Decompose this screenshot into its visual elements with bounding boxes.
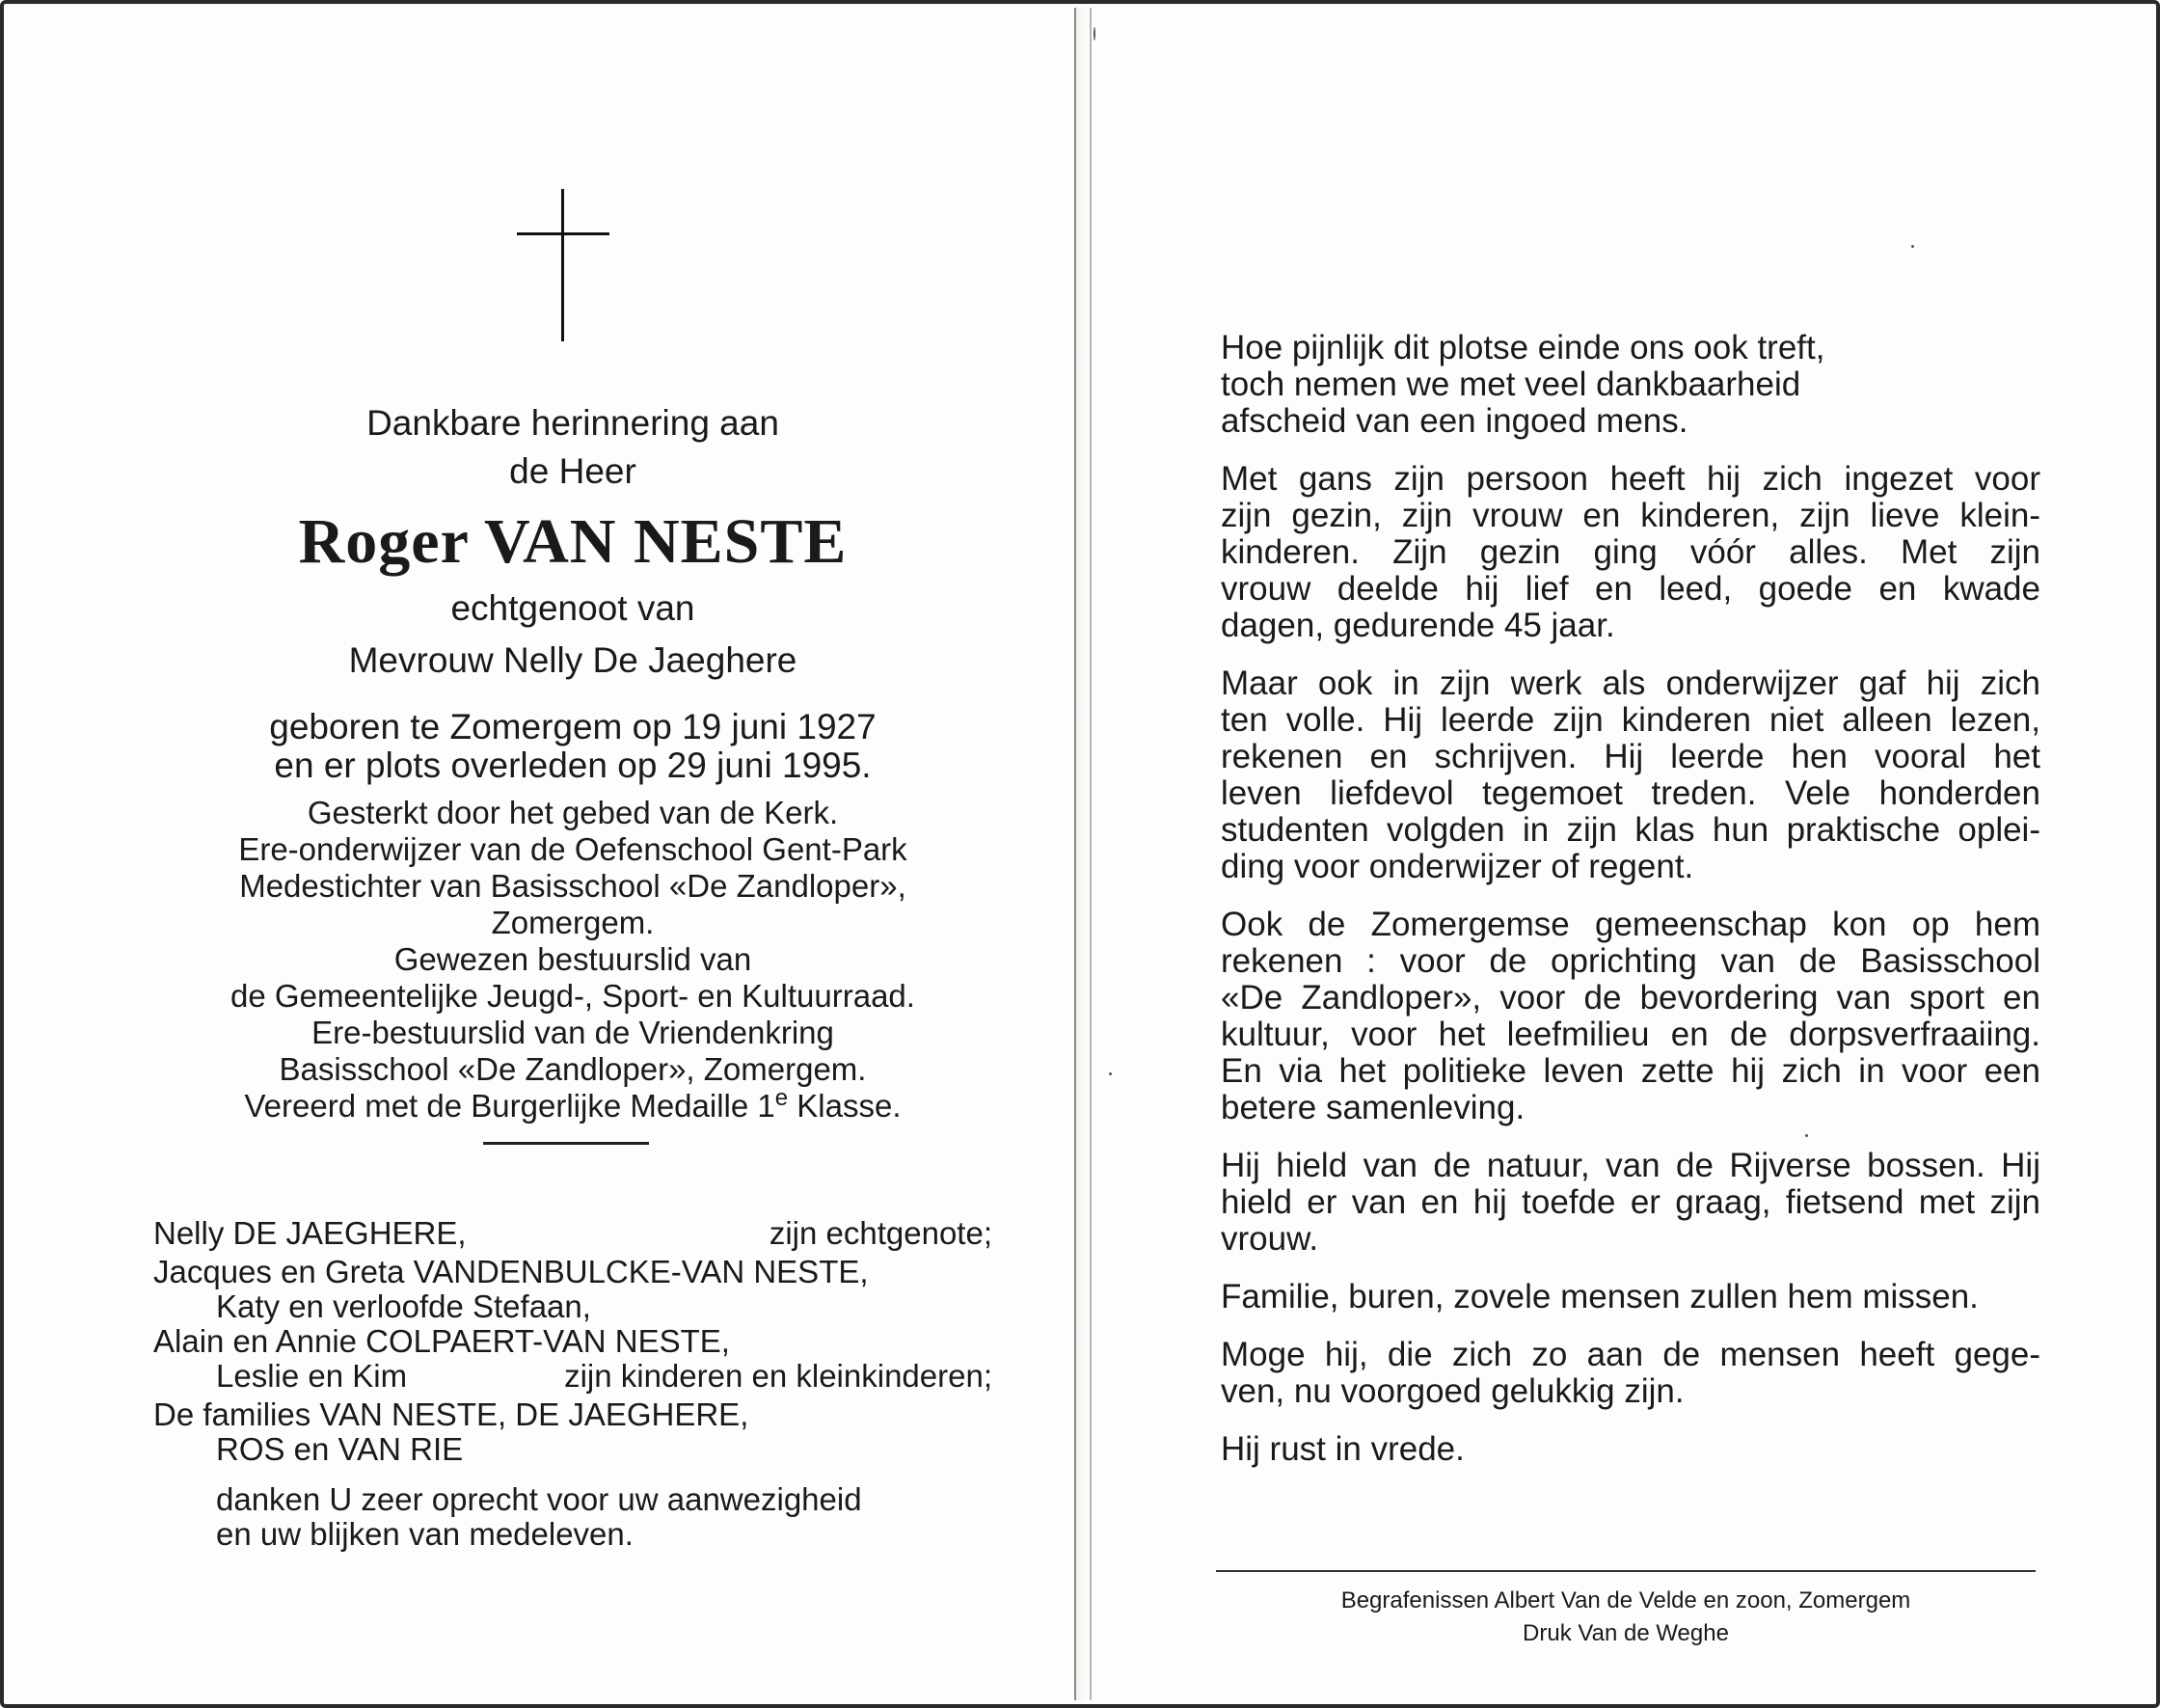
separator-line [483, 1142, 649, 1145]
eulogy-text [1221, 330, 2040, 1489]
family-row: Jacques en Greta VANDENBULCKE-VAN NESTE, [153, 1254, 869, 1289]
family-row: De families VAN NESTE, DE JAEGHERE, [153, 1396, 749, 1432]
scan-mark [1094, 27, 1095, 41]
bio-line: Ere-onderwijzer van de Oefenschool Gent-Park [238, 831, 907, 867]
family-row: Katy en verloofde Stefaan, [216, 1288, 591, 1324]
bio-line: de Gemeentelijke Jeugd-, Sport- en Kultuurraad. [230, 978, 915, 1014]
medal-superscript: e [774, 1085, 789, 1111]
cross-icon-bar [517, 232, 609, 235]
scan-mark [1109, 1072, 1112, 1075]
bio-line: Medestichter van Basisschool «De Zandloper», [239, 868, 906, 904]
deceased-name-block [148, 503, 997, 581]
eulogy-paragraph: Hoe pijnlijk dit plotse einde ons ook treft, toch nemen we met veel dankbaarheid afscheid van een ingoed mens. [1221, 329, 1825, 440]
family-row: Nelly DE JAEGHERE, zijn echtgenote; [153, 1215, 992, 1251]
eulogy-paragraph: Ook de Zomergemse gemeenschap kon op hem rekenen : voor de oprichting van de Basisschool «De Zandloper», voor de bevordering van sport en kultuur, voor het leefmilieu en de dorpsverfraaiing. En via het politieke leven zette hij zich in voor een betere samenleving. [1221, 906, 2040, 1126]
eulogy-paragraph: Hij hield van de natuur, van de Rijverse bossen. Hij hield er van en hij toefde er graag, fietsend met zijn vrouw. [1221, 1147, 2040, 1258]
bio-line: Ere-bestuurslid van de Vriendenkring [311, 1015, 834, 1050]
spouse-block [148, 586, 997, 683]
bio-line: Gewezen bestuurslid van [393, 941, 752, 977]
scan-mark [1911, 245, 1914, 248]
card-fold [1074, 8, 1092, 1700]
scan-mark [1805, 1134, 1808, 1137]
bio-line: Basisschool «De Zandloper», Zomergem. [279, 1051, 867, 1087]
family-row: ROS en VAN RIE [216, 1431, 464, 1467]
medal-line: Vereerd met de Burgerlijke Medaille 1e Klasse. [244, 1085, 902, 1124]
intro-line: Dankbare herinnering aan [366, 403, 779, 443]
eulogy-paragraph: Familie, buren, zovele mensen zullen hem missen. [1221, 1278, 1979, 1315]
eulogy-paragraph: Met gans zijn persoon heeft hij zich ingezet voor zijn gezin, zijn vrouw en kinderen, zijn lieve klein- kinderen. Zijn gezin ging vóór alles. Met zijn vrouw deelde hij lief en leed, goede en kwade dagen, gedurende 45 jaar. [1221, 460, 2040, 644]
family-row: Alain en Annie COLPAERT-VAN NESTE, [153, 1323, 730, 1359]
dates-block [148, 708, 997, 785]
thanks-line: danken U zeer oprecht voor uw aanwezigheid [216, 1481, 862, 1517]
birth-line: geboren te Zomergem op 19 juni 1927 [269, 707, 877, 746]
bio-block [148, 795, 997, 1125]
death-line: en er plots overleden op 29 juni 1995. [274, 746, 872, 785]
eulogy-paragraph: Hij rust in vrede. [1221, 1430, 1465, 1468]
intro-line: de Heer [509, 451, 636, 491]
cross-icon [561, 189, 564, 341]
eulogy-paragraph: Maar ook in zijn werk als onderwijzer gaf hij zich ten volle. Hij leerde zijn kinderen niet alleen lezen, rekenen en schrijven. Hij leerde hen vooral het leven liefdevol tegemoet treden. Vele honderden studenten volgden in zijn klas hun praktische oplei- ding voor onderwijzer of regent. [1221, 664, 2040, 885]
spouse-intro: echtgenoot van [450, 588, 695, 628]
funeral-home-line: Begrafenissen Albert Van de Velde en zoon, Zomergem [1340, 1587, 1911, 1613]
deceased-name: Roger VAN NESTE [298, 506, 848, 577]
printer-line: Druk Van de Weghe [1523, 1620, 1729, 1646]
spouse-name: Mevrouw Nelly De Jaeghere [348, 640, 797, 680]
bio-line: Gesterkt door het gebed van de Kerk. [307, 795, 839, 830]
footer-rule [1216, 1570, 2036, 1572]
bio-line: Zomergem. [491, 905, 655, 940]
thanks-line: en uw blijken van medeleven. [216, 1516, 634, 1552]
intro-block [148, 401, 997, 494]
eulogy-paragraph: Moge hij, die zich zo aan de mensen heeft gege- ven, nu voorgoed gelukkig zijn. [1221, 1336, 2040, 1410]
family-list [153, 1216, 992, 1552]
family-row: Leslie en Kim zijn kinderen en kleinkinderen; [216, 1358, 992, 1394]
